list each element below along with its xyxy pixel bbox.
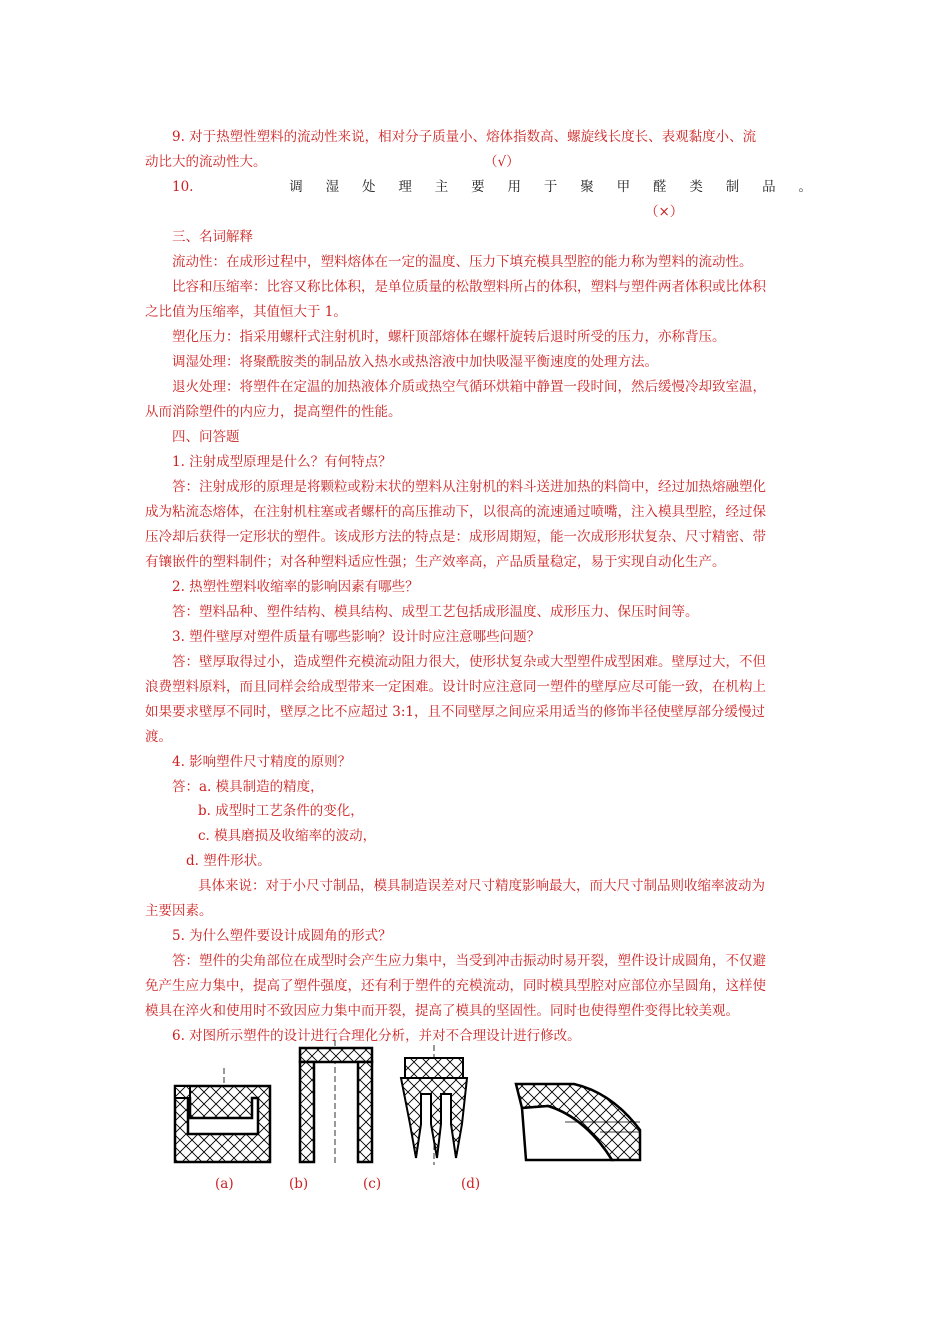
qa-a3-line1: 答：壁厚取得过小，造成塑件充模流动阻力很大，使形状复杂或大型塑件成型困难。壁厚过大，不但: [172, 654, 766, 670]
q10-char: 调: [289, 179, 303, 195]
judgement-q10-number: 10.: [172, 179, 194, 195]
figure-a-drawing: [175, 1068, 270, 1162]
q10-char: 湿: [325, 179, 340, 195]
judgement-q9-line2: 动比大的流动性大。: [145, 154, 267, 170]
judgement-q10-mark: （×）: [645, 204, 684, 220]
q10-char: 聚: [580, 179, 594, 195]
qa-q1: 1. 注射成型原理是什么？有何特点？: [172, 454, 392, 470]
q10-char: 。: [798, 179, 812, 195]
qa-a3-line2: 浪费塑料原料，而且同样会给成型带来一定困难。设计时应注意同一塑件的壁厚应尽可能一致，在机构上: [145, 679, 766, 695]
qa-a3-line3: 如果要求壁厚不同时，壁厚之比不应超过 3:1，且不同壁厚之间应采用适当的修饰半径使壁厚部分缓慢过: [145, 704, 766, 720]
q10-char: 理: [398, 179, 412, 195]
q10-char: 品: [762, 179, 776, 195]
qa-q3: 3. 塑件壁厚对塑件质量有哪些影响？设计时应注意哪些问题？: [172, 629, 541, 645]
qa-a2: 答：塑料品种、塑件结构、模具结构、成型工艺包括成形温度、成形压力、保压时间等。: [172, 604, 699, 620]
q10-char: 要: [471, 179, 485, 195]
figure-bc-drawing: [300, 1040, 372, 1165]
qa-a1-line4: 有镶嵌件的塑料制件；对各种塑料适应性强；生产效率高，产品质量稳定，易于实现自动化生产。: [145, 554, 726, 570]
term-ratio-line1: 比容和压缩率：比容又称比体积，是单位质量的松散塑料所占的体积，塑料与塑件两者体积或比体积: [172, 279, 766, 295]
q10-char: 类: [689, 179, 703, 195]
qa-a1-line3: 压冷却后获得一定形状的塑件。该成形方法的特点是：成形周期短，能一次成形形状复杂、尺寸精密、带: [145, 529, 766, 545]
qa-a4-item-d: d. 塑件形状。: [186, 853, 271, 869]
qa-a4-item-b: b. 成型时工艺条件的变化，: [198, 803, 364, 819]
term-annealing-line1: 退火处理：将塑件在定温的加热液体介质或热空气循环烘箱中静置一段时间，然后缓慢冷却致室温，: [172, 379, 766, 395]
qa-a4-detail-line2: 主要因素。: [145, 903, 213, 919]
figure-label-a: (a): [215, 1176, 234, 1192]
qa-heading: 四、问答题: [172, 429, 240, 445]
qa-a4-item-a: 答：a. 模具制造的精度，: [172, 779, 324, 795]
term-humidity-treatment: 调湿处理：将聚酰胺类的制品放入热水或热溶液中加快吸湿平衡速度的处理方法。: [172, 354, 658, 370]
q10-char: 甲: [616, 179, 631, 195]
q10-char: 制: [725, 179, 740, 195]
term-fluidity: 流动性：在成形过程中，塑料熔体在一定的温度、压力下填充模具型腔的能力称为塑料的流动性。: [172, 254, 753, 270]
qa-q4: 4. 影响塑件尺寸精度的原则？: [172, 754, 352, 770]
judgement-q9-mark: （√）: [484, 154, 520, 170]
qa-a5-line2: 免产生应力集中，提高了塑件强度，还有利于塑件的充模流动，同时模具型腔对应部位亦呈圆角，这样使: [145, 978, 766, 994]
qa-a1-line1: 答：注射成形的原理是将颗粒或粉末状的塑料从注射机的料斗送进加热的料筒中，经过加热熔融塑化: [172, 479, 766, 495]
figure-d2-drawing: [516, 1084, 640, 1160]
q10-char: 用: [507, 179, 521, 195]
qa-a5-line3: 模具在淬火和使用时不致因应力集中而开裂，提高了模具的坚固性。同时也使得塑件变得比较美观。: [145, 1003, 739, 1019]
terms-heading: 三、名词解释: [172, 229, 253, 245]
qa-a4-item-c: c. 模具磨损及收缩率的波动，: [198, 828, 377, 844]
figure-label-d: (d): [461, 1176, 481, 1192]
qa-q2: 2. 热塑性塑料收缩率的影响因素有哪些？: [172, 579, 419, 595]
q10-char: 主: [434, 179, 449, 195]
figure-d-drawing: [401, 1045, 467, 1165]
qa-a1-line2: 成为粘流态熔体，在注射机柱塞或者螺杆的高压推动下，以很高的流速通过喷嘴，注入模具型腔，经过保: [145, 504, 766, 520]
qa-q6: 6. 对图所示塑件的设计进行合理化分析，并对不合理设计进行修改。: [172, 1028, 581, 1044]
term-plasticizing-pressure: 塑化压力：指采用螺杆式注射机时，螺杆顶部熔体在螺杆旋转后退时所受的压力，亦称背压。: [172, 329, 726, 345]
term-ratio-line2: 之比值为压缩率，其值恒大于 1。: [145, 304, 347, 320]
qa-a5-line1: 答：塑件的尖角部位在成型时会产生应力集中，当受到冲击振动时易开裂，塑件设计成圆角，不仅避: [172, 953, 766, 969]
q10-char: 醛: [652, 179, 667, 195]
figure-label-b: (b): [289, 1176, 309, 1192]
q10-char: 于: [543, 179, 558, 195]
qa-a4-detail-line1: 具体来说：对于小尺寸制品，模具制造误差对尺寸精度影响最大，而大尺寸制品则收缩率波动为: [198, 878, 765, 894]
qa-a3-line4: 渡。: [145, 729, 172, 745]
figure-label-c: (c): [363, 1176, 382, 1192]
judgement-q9-line1: 9. 对于热塑性塑料的流动性来说，相对分子质量小、熔体指数高、螺旋线长度长、表观黏度小、流: [172, 129, 757, 145]
qa-q5: 5. 为什么塑件要设计成圆角的形式？: [172, 928, 392, 944]
q10-char: 处: [361, 179, 376, 195]
term-annealing-line2: 从而消除塑件的内应力，提高塑件的性能。: [145, 404, 402, 420]
